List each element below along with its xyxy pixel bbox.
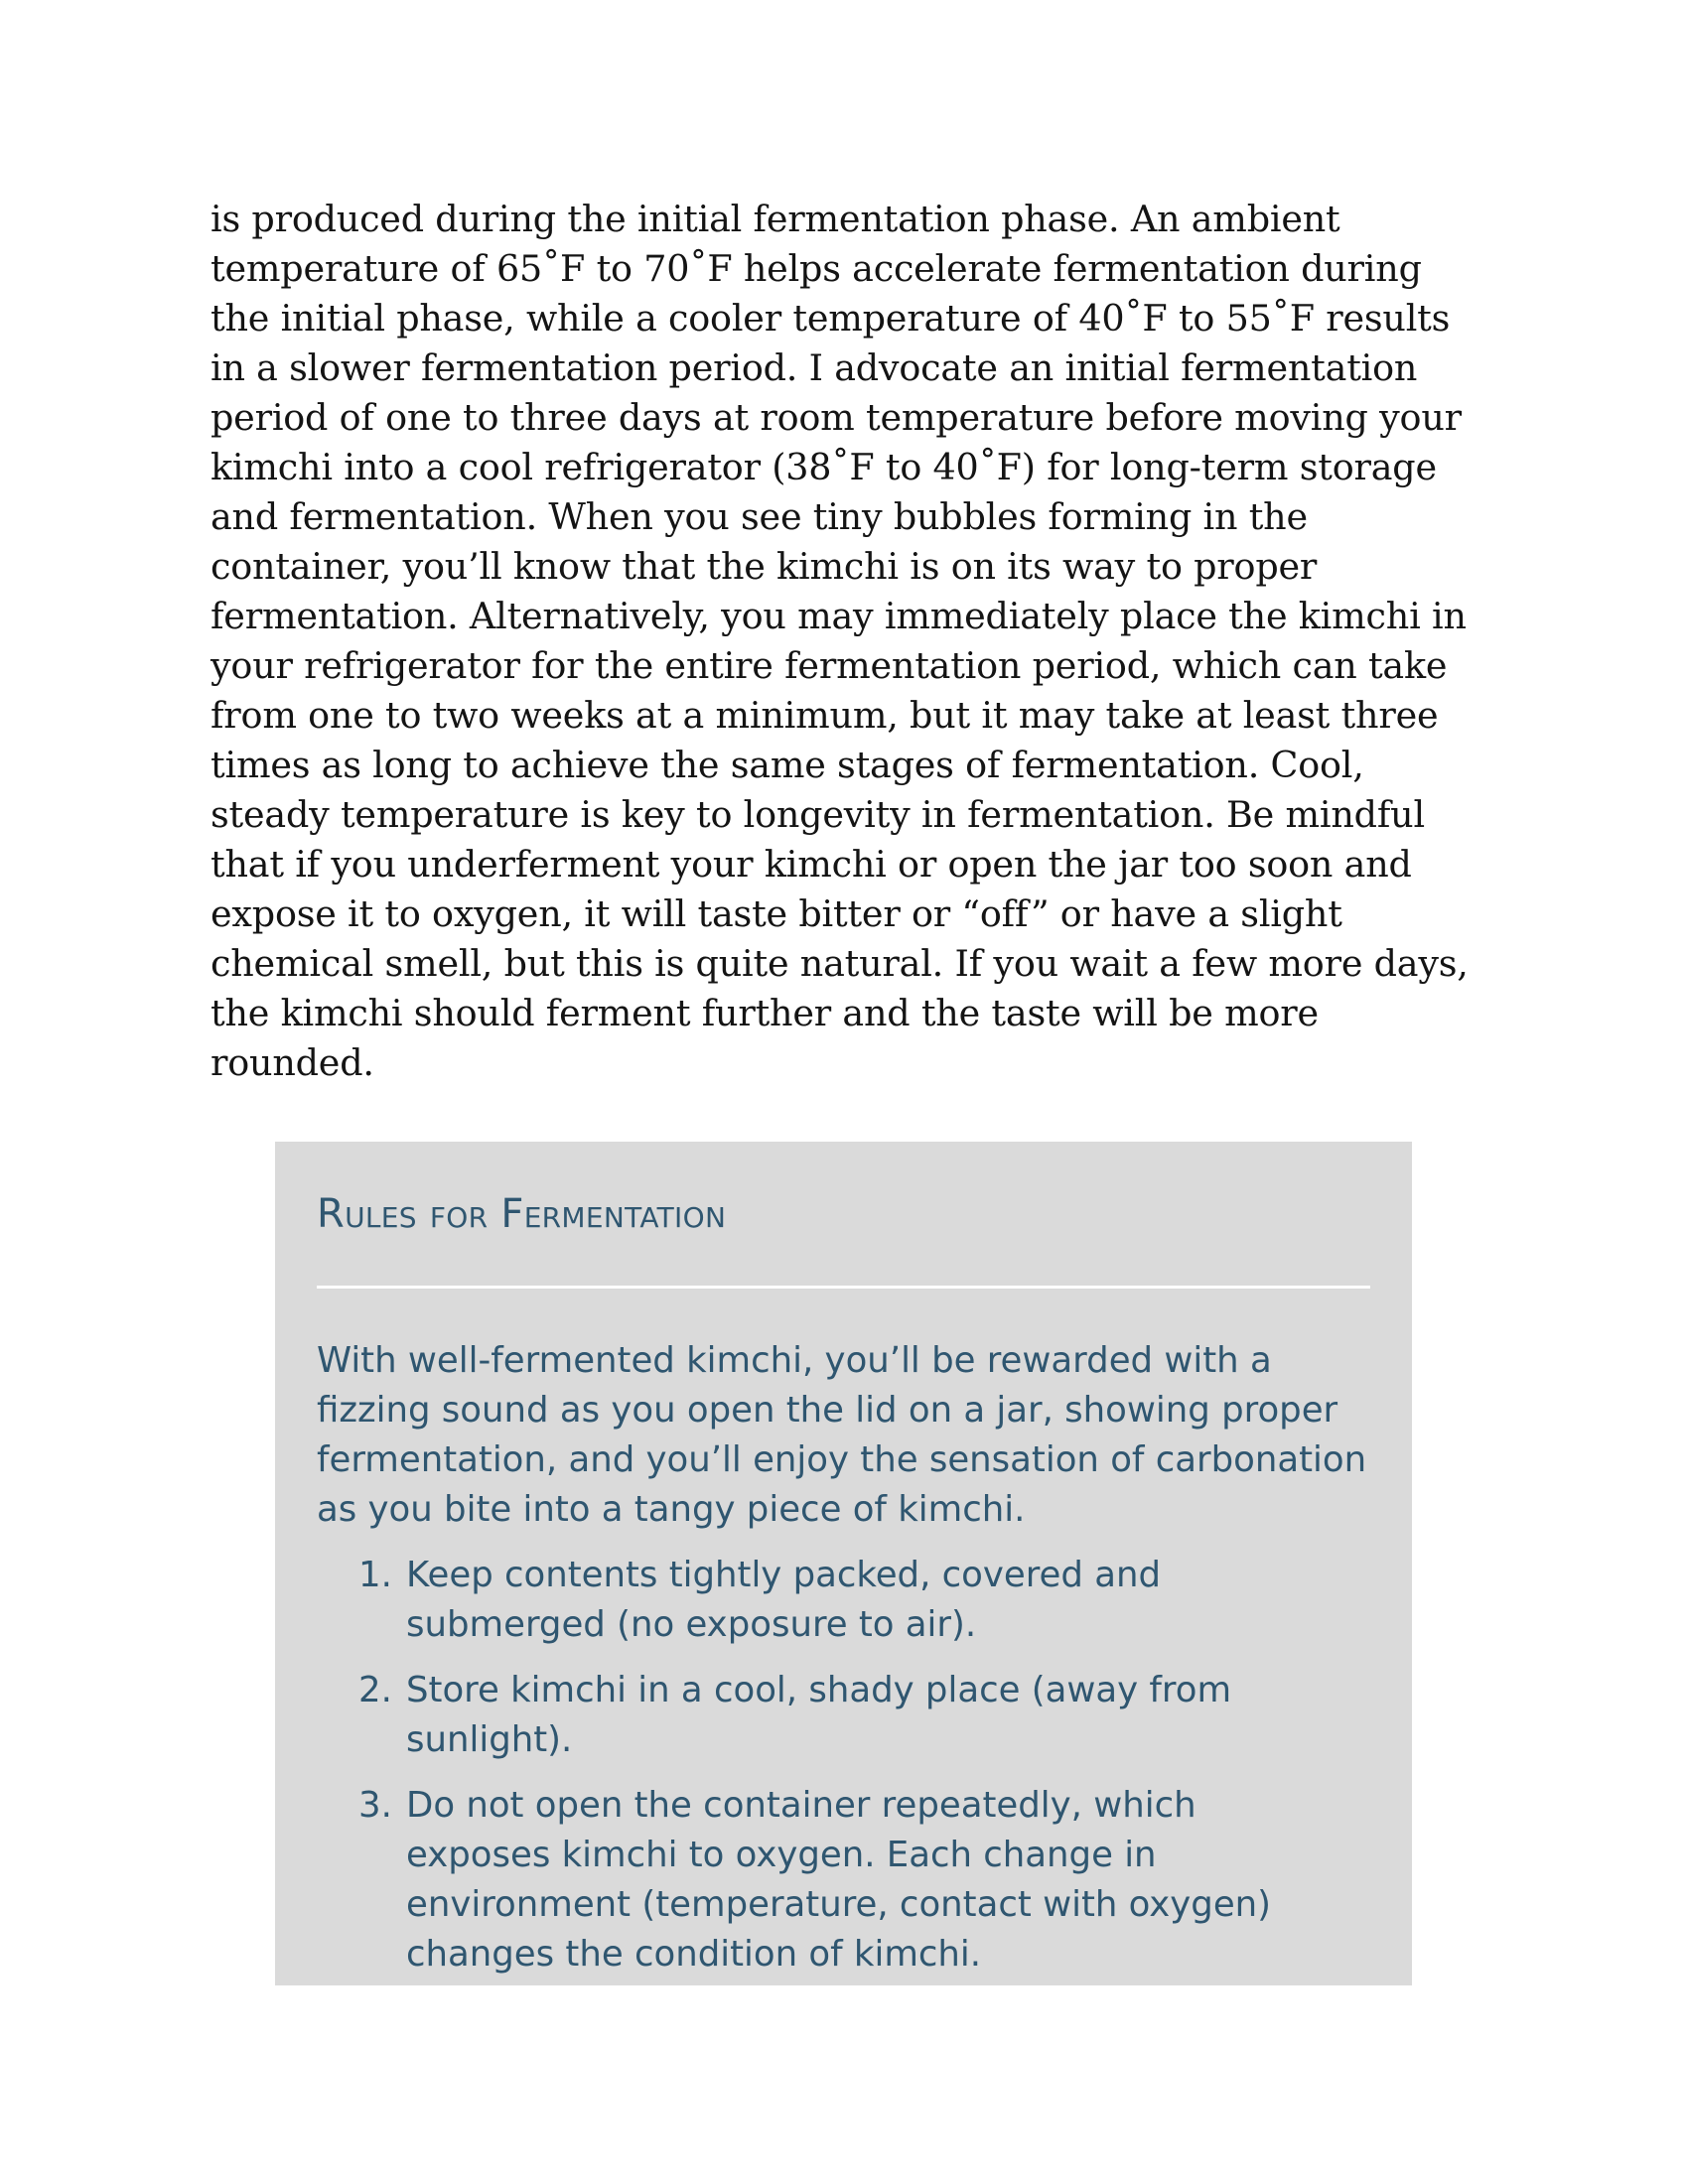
body-paragraph: is produced during the initial fermentation phase. An ambient temperature of 65˚F to 70˚F helps accelerate fermentation during the initial phase, while a cooler temperature of 40˚F to 55˚F results in a slower fermentation period. I advocate an initial fermentation period of one to three days at room temperature before moving your kimchi into a cool refrigerator (38˚F to 40˚F) for long-term storage and fermentation. When you see tiny bubbles forming in the container, you’ll know that the kimchi is on its way to proper fermentation. Alternatively, you may immediately place the kimchi in your refrigerator for the entire fermentation period, which can take from one to two weeks at a minimum, but it may take at least three times as long to achieve the same stages of fermentation. Cool, steady temperature is key to longevity in fermentation. Be mindful that if you underferment your kimchi or open the jar too soon and expose it to oxygen, it will taste bitter or “off” or have a slight chemical smell, but this is quite natural. If you wait a few more days, the kimchi should ferment further and the taste will be more rounded. bbox=[211, 198, 1469, 1084]
list-item-text: Keep contents tightly packed, covered and submerged (no exposure to air). bbox=[406, 1555, 1161, 1645]
list-item-number: 3. bbox=[358, 1785, 392, 1826]
sidebar-divider bbox=[317, 1286, 1370, 1289]
sidebar-intro: With well-fermented kimchi, you’ll be rewarded with a fizzing sound as you open the lid on a jar, showing proper fermentation, and you’ll enjoy the sensation of carbonation as you bite into a tangy piece of kimchi. bbox=[317, 1340, 1367, 1530]
list-item-text: Do not open the container repeatedly, which exposes kimchi to oxygen. Each change in environment (temperature, contact with oxygen) changes the condition of kimchi. bbox=[406, 1785, 1272, 1975]
list-item bbox=[358, 1781, 1351, 1979]
list-item-number: 1. bbox=[358, 1555, 392, 1595]
sidebar-title: Rules for Fermentation bbox=[317, 1191, 727, 1237]
list-item-number: 2. bbox=[358, 1670, 392, 1710]
rules-sidebar bbox=[275, 1142, 1412, 1985]
list-item bbox=[358, 1666, 1351, 1765]
list-item-text: Store kimchi in a cool, shady place (away from sunlight). bbox=[406, 1670, 1232, 1760]
rules-list bbox=[358, 1551, 1351, 1985]
list-item bbox=[358, 1551, 1351, 1650]
